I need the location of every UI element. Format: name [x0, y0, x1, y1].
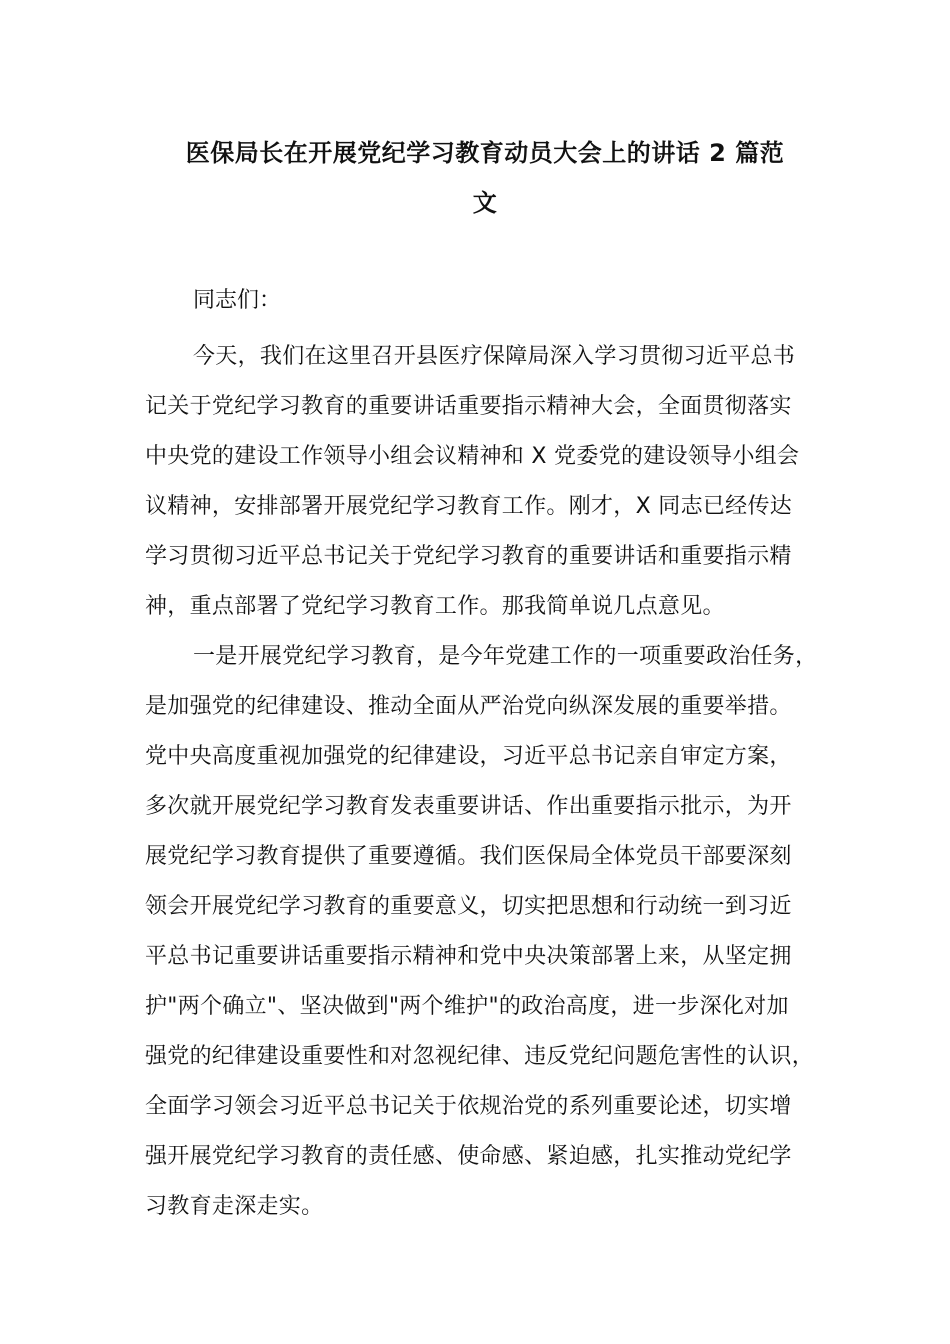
text-line: 记关于党纪学习教育的重要讲话重要指示精神大会，全面贯彻落实	[145, 394, 792, 419]
paragraph-2	[145, 632, 830, 1232]
text-line: 领会开展党纪学习教育的重要意义，切实把思想和行动统一到习近	[145, 894, 792, 919]
text-line: 习教育走深走实。	[145, 1194, 324, 1219]
document-body	[145, 332, 830, 1232]
document-title	[145, 128, 825, 228]
title-line-1: 医保局长在开展党纪学习教育动员大会上的讲话 2 篇范	[185, 139, 785, 167]
text-line: 平总书记重要讲话重要指示精神和党中央决策部署上来，从坚定拥	[145, 944, 792, 969]
text-line: 神，重点部署了党纪学习教育工作。那我简单说几点意见。	[145, 594, 725, 619]
text-line: 中央党的建设工作领导小组会议精神和 X 党委党的建设领导小组会	[145, 444, 800, 469]
text-line: 强开展党纪学习教育的责任感、使命感、紧迫感，扎实推动党纪学	[145, 1144, 792, 1169]
text-line: 全面学习领会习近平总书记关于依规治党的系列重要论述，切实增	[145, 1094, 792, 1119]
salutation: 同志们：	[193, 288, 282, 313]
paragraph-1	[145, 332, 830, 632]
text-line: 学习贯彻习近平总书记关于党纪学习教育的重要讲话和重要指示精	[145, 544, 792, 569]
text-line: 多次就开展党纪学习教育发表重要讲话、作出重要指示批示，为开	[145, 794, 792, 819]
text-line: 强党的纪律建设重要性和对忽视纪律、违反党纪问题危害性的认识，	[145, 1044, 815, 1069]
text-line: 是加强党的纪律建设、推动全面从严治党向纵深发展的重要举措。	[145, 694, 792, 719]
text-line: 党中央高度重视加强党的纪律建设，习近平总书记亲自审定方案，	[145, 744, 792, 769]
text-line: 一是开展党纪学习教育，是今年党建工作的一项重要政治任务，	[193, 644, 818, 669]
title-line-2: 文	[472, 189, 498, 217]
text-line: 护"两个确立"、坚决做到"两个维护"的政治高度，进一步深化对加	[145, 994, 789, 1019]
text-line: 展党纪学习教育提供了重要遵循。我们医保局全体党员干部要深刻	[145, 844, 792, 869]
text-line: 今天，我们在这里召开县医疗保障局深入学习贯彻习近平总书	[193, 344, 796, 369]
text-line: 议精神，安排部署开展党纪学习教育工作。刚才，X 同志已经传达	[145, 494, 793, 519]
